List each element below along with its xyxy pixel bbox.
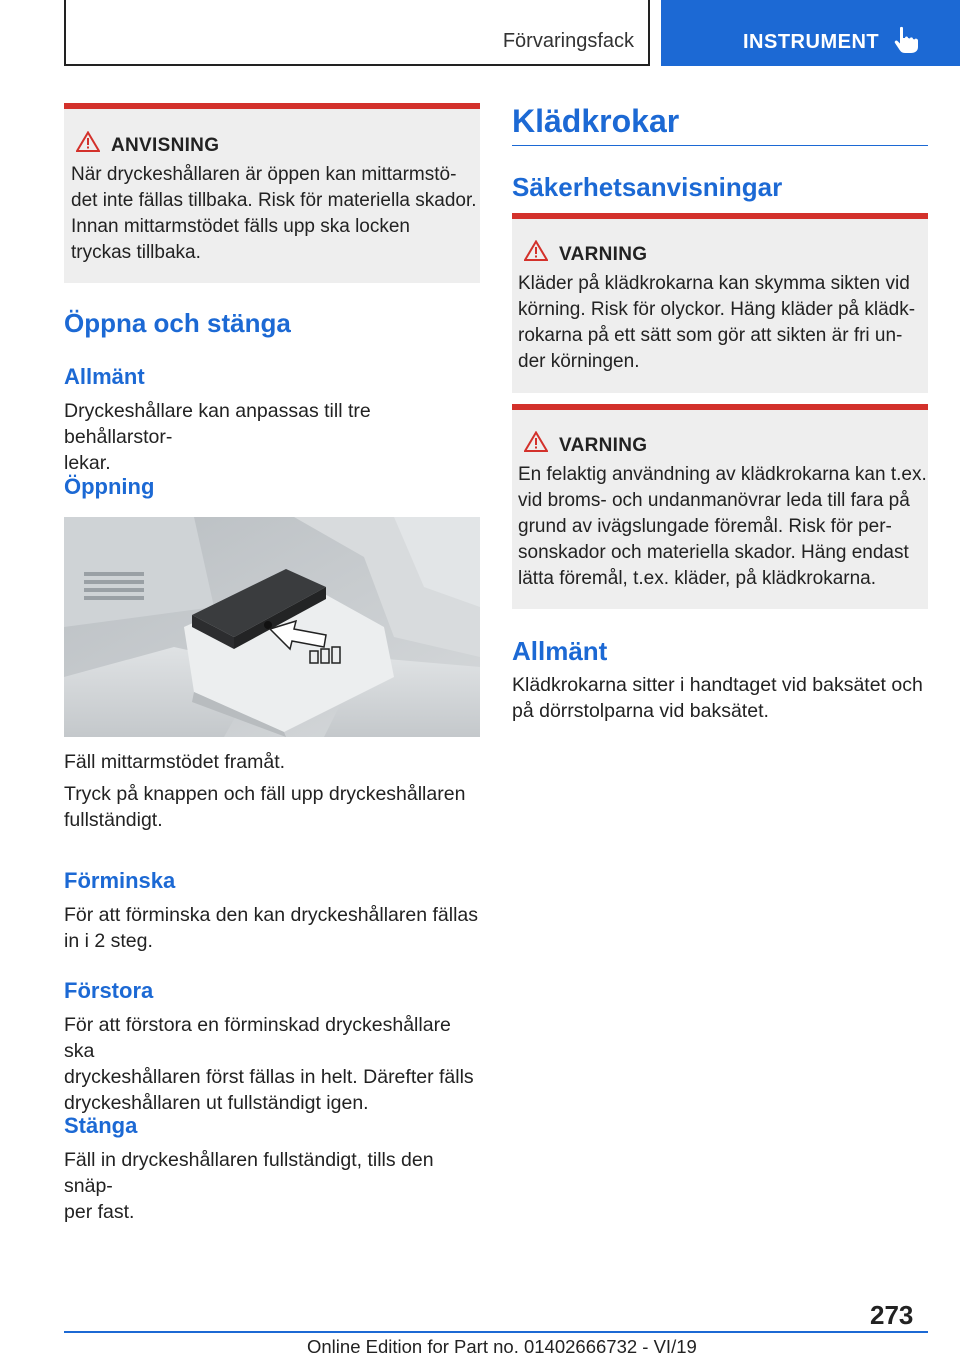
header-section-title: Förvaringsfack	[502, 30, 634, 52]
text-line: Fäll in dryckeshållaren fullständigt, tills den snäp-	[64, 1149, 434, 1197]
text-line: på dörrstolparna vid baksätet.	[512, 700, 769, 722]
header-section-box	[64, 0, 650, 66]
text-line: Tryck på knappen och fäll upp dryckeshållaren	[64, 783, 466, 805]
warning-line: Kläder på klädkrokarna kan skymma sikten vid	[518, 273, 910, 294]
close-paragraph	[64, 1147, 480, 1225]
heading-general: Allmänt	[64, 364, 145, 389]
heading-underline	[512, 145, 928, 146]
text-line: Klädkrokarna sitter i handtaget vid baksätet och	[512, 674, 923, 696]
warning-text	[518, 462, 928, 592]
text-line: För att förstora en förminskad dryckeshållare ska	[64, 1014, 451, 1062]
heading-open-close: Öppna och stänga	[64, 308, 291, 338]
header-chapter-title: INSTRUMENT	[743, 31, 880, 53]
warning-box-2	[512, 404, 928, 609]
warning-line: sonskador och materiella skador. Häng endast	[518, 542, 909, 563]
notice-line: det inte fällas tillbaka. Risk för materiella skador.	[71, 190, 477, 211]
text-line: dryckeshållaren först fällas in helt. Därefter fälls	[64, 1066, 474, 1088]
warning-line: grund av ivägslungade föremål. Risk för per-	[518, 516, 892, 537]
warning-line: vid broms- och undanmanövrar leda till fara på	[518, 490, 910, 511]
warning-color-bar	[512, 404, 928, 410]
text-line: dryckeshållaren ut fullständigt igen.	[64, 1092, 369, 1114]
armrest-illustration	[64, 517, 480, 737]
warning-line: der körningen.	[518, 351, 640, 372]
text-line: lekar.	[64, 452, 111, 474]
pointing-hand-icon	[893, 26, 919, 54]
header-chapter-tab[interactable]	[661, 0, 960, 66]
warning-line: körning. Risk för olyckor. Häng kläder på klädk-	[518, 299, 916, 320]
hooks-general-paragraph	[512, 672, 928, 724]
notice-line: När dryckeshållaren är öppen kan mittarmstö-	[71, 164, 457, 185]
notice-title: ANVISNING	[111, 135, 220, 156]
notice-line: Innan mittarmstödet fälls upp ska locken	[71, 216, 411, 237]
reduce-paragraph	[64, 902, 480, 954]
text-line: Dryckeshållare kan anpassas till tre behållarstor-	[64, 400, 371, 448]
page-number: 273	[870, 1300, 914, 1330]
heading-reduce: Förminska	[64, 868, 176, 893]
enlarge-paragraph	[64, 1012, 480, 1116]
warning-box-1	[512, 213, 928, 393]
heading-safety: Säkerhetsanvisningar	[512, 172, 783, 202]
notice-box	[64, 103, 480, 283]
warning-color-bar	[512, 213, 928, 219]
text-line: per fast.	[64, 1201, 135, 1223]
warning-line: rokarna på ett sätt som gör att sikten är fri un-	[518, 325, 903, 346]
text-line: För att förminska den kan dryckeshållaren fällas	[64, 904, 479, 926]
step-press-button	[64, 781, 480, 833]
heading-enlarge: Förstora	[64, 978, 154, 1003]
notice-color-bar	[64, 103, 480, 109]
heading-general-hooks: Allmänt	[512, 636, 608, 666]
heading-opening: Öppning	[64, 474, 155, 499]
general-paragraph	[64, 398, 480, 476]
warning-title: VARNING	[559, 435, 648, 456]
footer-rule	[64, 1331, 928, 1333]
warning-line: lätta föremål, t.ex. kläder, på klädkrokarna.	[518, 568, 877, 589]
heading-close: Stänga	[64, 1113, 138, 1138]
armrest-cupholder-photo	[64, 517, 480, 737]
notice-text	[71, 162, 477, 266]
text-line: fullständigt.	[64, 809, 163, 831]
notice-line: tryckas tillbaka.	[71, 242, 201, 263]
warning-text	[518, 271, 926, 375]
footer-edition: Online Edition for Part no. 01402666732 - VI/19	[307, 1336, 697, 1357]
warning-triangle-icon	[524, 431, 548, 452]
warning-line: En felaktig användning av klädkrokarna kan t.ex.	[518, 464, 927, 485]
warning-triangle-icon	[524, 240, 548, 261]
heading-clothes-hooks: Klädkrokar	[512, 103, 680, 139]
text-line: in i 2 steg.	[64, 930, 153, 952]
warning-triangle-icon	[76, 131, 100, 152]
warning-title: VARNING	[559, 244, 648, 265]
step-fold-armrest: Fäll mittarmstödet framåt.	[64, 751, 286, 773]
